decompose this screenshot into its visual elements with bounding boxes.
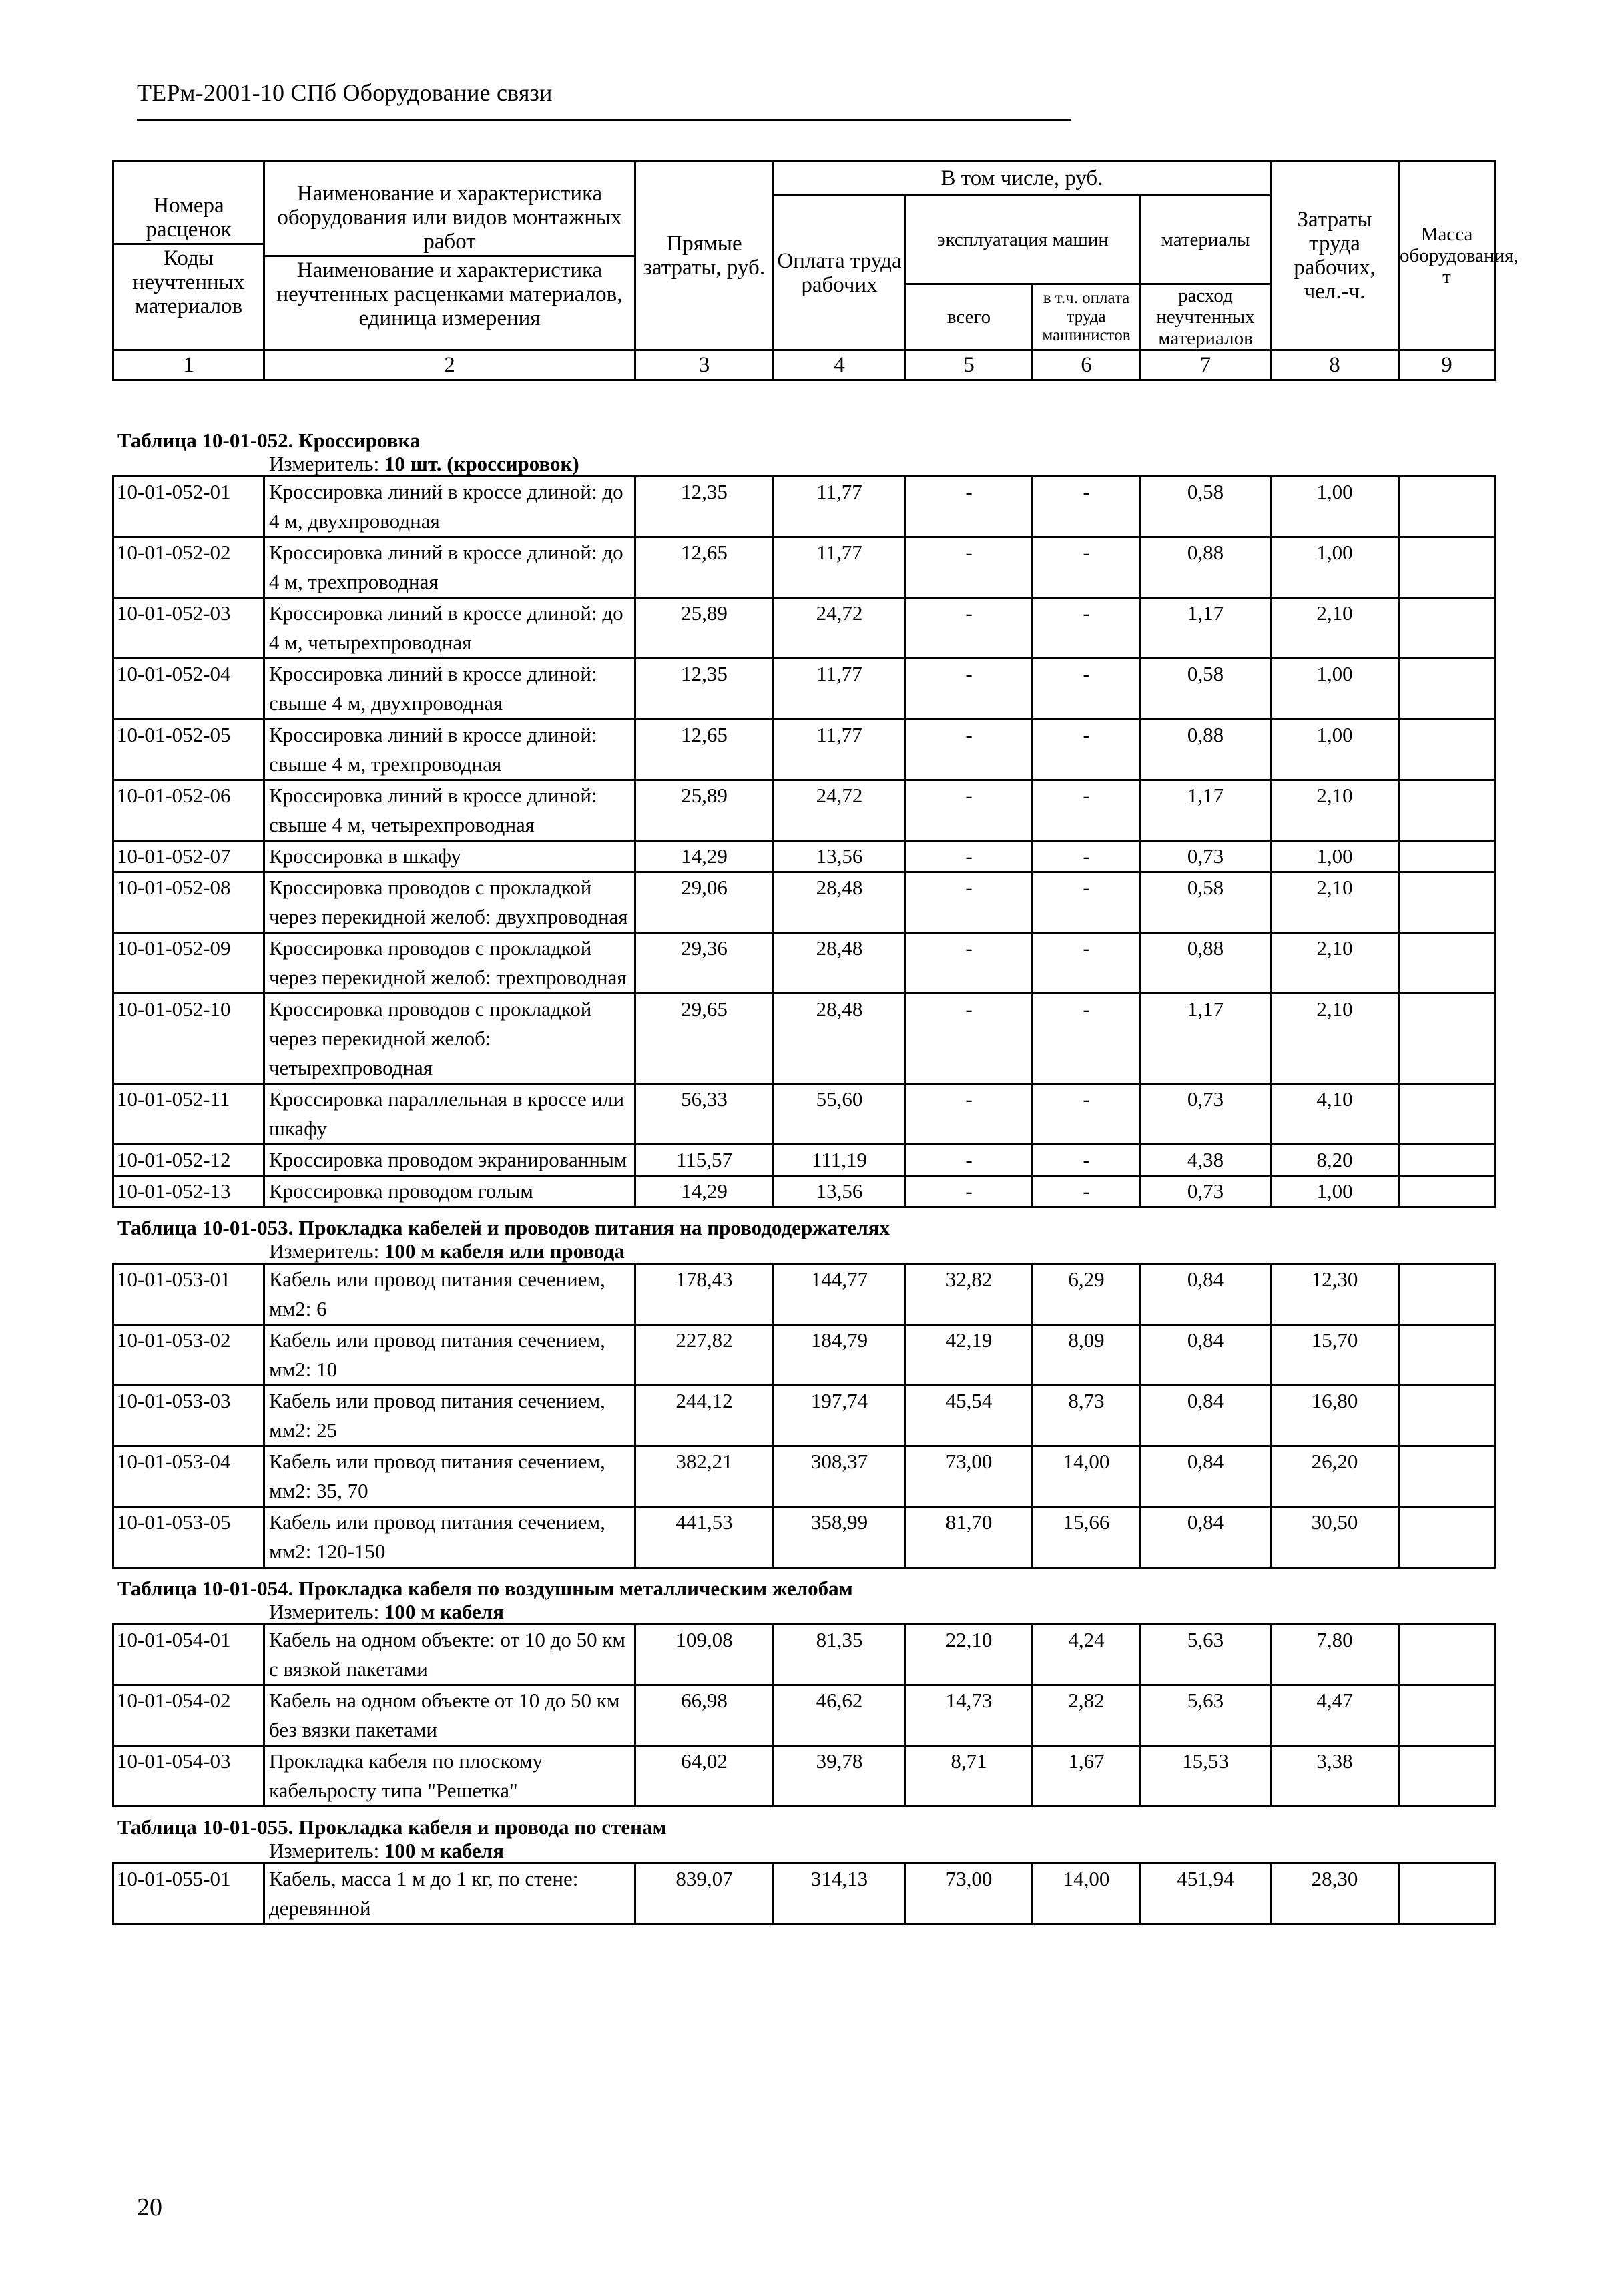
value-cell: 45,54 bbox=[906, 1386, 1033, 1446]
value-cell: 24,72 bbox=[774, 598, 906, 659]
value-cell: 8,09 bbox=[1033, 1325, 1141, 1386]
table-row bbox=[113, 1507, 1495, 1568]
table-row bbox=[113, 1386, 1495, 1446]
rate-code: 10-01-052-12 bbox=[113, 1145, 264, 1176]
table-row bbox=[113, 1685, 1495, 1746]
value-cell bbox=[1399, 994, 1495, 1084]
work-name: Кабель, масса 1 м до 1 кг, по стене: деревянной bbox=[264, 1864, 635, 1924]
section-unit bbox=[269, 1839, 1494, 1862]
unit-value: 100 м кабеля bbox=[384, 1600, 504, 1623]
table-row bbox=[113, 1264, 1495, 1325]
value-cell: 13,56 bbox=[774, 841, 906, 872]
work-name: Прокладка кабеля по плоскому кабельросту типа "Решетка" bbox=[264, 1746, 635, 1807]
value-cell bbox=[1399, 1386, 1495, 1446]
rate-code: 10-01-052-03 bbox=[113, 598, 264, 659]
table-row bbox=[113, 1746, 1495, 1807]
value-cell: 1,67 bbox=[1033, 1746, 1141, 1807]
value-cell bbox=[1399, 1325, 1495, 1386]
value-cell: - bbox=[906, 933, 1033, 994]
value-cell: - bbox=[1033, 477, 1141, 537]
value-cell: 244,12 bbox=[635, 1386, 774, 1446]
value-cell: 0,58 bbox=[1141, 872, 1271, 933]
value-cell: 1,00 bbox=[1271, 720, 1399, 780]
header-col6: в т.ч. оплата труда машинистов bbox=[1033, 284, 1141, 350]
work-name: Кроссировка линий в кроссе длиной: до 4 м, двухпроводная bbox=[264, 477, 635, 537]
value-cell: 25,89 bbox=[635, 598, 774, 659]
header-machines: эксплуатация машин bbox=[906, 196, 1141, 284]
value-cell: 26,20 bbox=[1271, 1446, 1399, 1507]
value-cell: 0,73 bbox=[1141, 1176, 1271, 1207]
value-cell: 11,77 bbox=[774, 659, 906, 720]
table-row bbox=[113, 933, 1495, 994]
value-cell bbox=[1399, 1746, 1495, 1807]
rate-code: 10-01-054-01 bbox=[113, 1625, 264, 1685]
value-cell: 28,48 bbox=[774, 933, 906, 994]
value-cell bbox=[1399, 1625, 1495, 1685]
column-number-7: 7 bbox=[1141, 350, 1271, 380]
value-cell bbox=[1399, 477, 1495, 537]
rate-code: 10-01-053-02 bbox=[113, 1325, 264, 1386]
header-col2-bottom: Наименование и характеристика неучтенных расценками материалов, единица измерения bbox=[264, 255, 635, 330]
value-cell: 12,65 bbox=[635, 537, 774, 598]
table-row bbox=[113, 477, 1495, 537]
value-cell: 5,63 bbox=[1141, 1685, 1271, 1746]
table-row bbox=[113, 780, 1495, 841]
value-cell bbox=[1399, 659, 1495, 720]
table-row bbox=[113, 1864, 1495, 1924]
value-cell: 1,17 bbox=[1141, 598, 1271, 659]
value-cell: 29,36 bbox=[635, 933, 774, 994]
section-title: Таблица 10-01-052. Кроссировка bbox=[117, 429, 421, 452]
value-cell: 4,10 bbox=[1271, 1084, 1399, 1145]
value-cell: 109,08 bbox=[635, 1625, 774, 1685]
value-cell: 11,77 bbox=[774, 477, 906, 537]
value-cell: - bbox=[906, 872, 1033, 933]
section-unit bbox=[269, 453, 1494, 475]
section-title: Таблица 10-01-053. Прокладка кабелей и проводов питания на провододержателях bbox=[117, 1216, 890, 1239]
rate-code: 10-01-052-02 bbox=[113, 537, 264, 598]
column-number-9: 9 bbox=[1399, 350, 1495, 380]
value-cell: 4,38 bbox=[1141, 1145, 1271, 1176]
value-cell: 1,00 bbox=[1271, 659, 1399, 720]
section-title: Таблица 10-01-054. Прокладка кабеля по воздушным металлическим желобам bbox=[117, 1577, 853, 1600]
value-cell bbox=[1399, 841, 1495, 872]
value-cell bbox=[1399, 933, 1495, 994]
value-cell: 6,29 bbox=[1033, 1264, 1141, 1325]
value-cell: 13,56 bbox=[774, 1176, 906, 1207]
value-cell: 1,17 bbox=[1141, 994, 1271, 1084]
value-cell: 12,35 bbox=[635, 659, 774, 720]
rate-code: 10-01-052-07 bbox=[113, 841, 264, 872]
value-cell bbox=[1399, 537, 1495, 598]
value-cell: 42,19 bbox=[906, 1325, 1033, 1386]
value-cell: 14,00 bbox=[1033, 1864, 1141, 1924]
value-cell: - bbox=[906, 1084, 1033, 1145]
value-cell: - bbox=[906, 537, 1033, 598]
column-number-3: 3 bbox=[635, 350, 774, 380]
table-row bbox=[113, 659, 1495, 720]
value-cell: 4,24 bbox=[1033, 1625, 1141, 1685]
value-cell: - bbox=[1033, 720, 1141, 780]
value-cell: 2,82 bbox=[1033, 1685, 1141, 1746]
value-cell: 15,66 bbox=[1033, 1507, 1141, 1568]
work-name: Кроссировка параллельная в кроссе или шкафу bbox=[264, 1084, 635, 1145]
section-unit bbox=[269, 1601, 1494, 1623]
value-cell: - bbox=[1033, 780, 1141, 841]
value-cell: 64,02 bbox=[635, 1746, 774, 1807]
table-row bbox=[113, 1145, 1495, 1176]
value-cell: 81,70 bbox=[906, 1507, 1033, 1568]
value-cell: - bbox=[1033, 933, 1141, 994]
value-cell: - bbox=[1033, 598, 1141, 659]
value-cell: 0,88 bbox=[1141, 933, 1271, 994]
value-cell: 0,73 bbox=[1141, 841, 1271, 872]
table-row bbox=[113, 1625, 1495, 1685]
work-name: Кабель на одном объекте от 10 до 50 км без вязки пакетами bbox=[264, 1685, 635, 1746]
rate-code: 10-01-053-03 bbox=[113, 1386, 264, 1446]
section-table bbox=[112, 1623, 1496, 1807]
table-row bbox=[113, 598, 1495, 659]
value-cell: 3,38 bbox=[1271, 1746, 1399, 1807]
unit-value: 100 м кабеля bbox=[384, 1839, 504, 1862]
value-cell: 2,10 bbox=[1271, 598, 1399, 659]
value-cell bbox=[1399, 780, 1495, 841]
section-title: Таблица 10-01-055. Прокладка кабеля и провода по стенам bbox=[117, 1815, 667, 1839]
work-name: Кроссировка проводов с прокладкой через перекидной желоб: трехпроводная bbox=[264, 933, 635, 994]
value-cell: 12,30 bbox=[1271, 1264, 1399, 1325]
rate-tables bbox=[112, 415, 1494, 1925]
value-cell: 2,10 bbox=[1271, 933, 1399, 994]
value-cell: - bbox=[906, 598, 1033, 659]
header-col8: Затраты труда рабочих, чел.-ч. bbox=[1271, 162, 1399, 350]
value-cell: - bbox=[1033, 1176, 1141, 1207]
table-row bbox=[113, 1084, 1495, 1145]
rate-code: 10-01-052-04 bbox=[113, 659, 264, 720]
work-name: Кроссировка проводом экранированным bbox=[264, 1145, 635, 1176]
column-number-5: 5 bbox=[906, 350, 1033, 380]
value-cell: 382,21 bbox=[635, 1446, 774, 1507]
value-cell: - bbox=[906, 720, 1033, 780]
value-cell: 1,00 bbox=[1271, 537, 1399, 598]
value-cell: 29,65 bbox=[635, 994, 774, 1084]
value-cell: - bbox=[906, 659, 1033, 720]
value-cell: 227,82 bbox=[635, 1325, 774, 1386]
table-row bbox=[113, 841, 1495, 872]
table-row bbox=[113, 872, 1495, 933]
work-name: Кроссировка проводом голым bbox=[264, 1176, 635, 1207]
value-cell: 0,84 bbox=[1141, 1325, 1271, 1386]
rate-code: 10-01-052-06 bbox=[113, 780, 264, 841]
unit-label: Измеритель: bbox=[269, 1839, 380, 1862]
value-cell: 73,00 bbox=[906, 1864, 1033, 1924]
value-cell bbox=[1399, 1507, 1495, 1568]
header-col3: Прямые затраты, руб. bbox=[635, 162, 774, 350]
value-cell bbox=[1399, 1446, 1495, 1507]
unit-value: 10 шт. (кроссировок) bbox=[384, 452, 579, 475]
value-cell: 24,72 bbox=[774, 780, 906, 841]
value-cell: 314,13 bbox=[774, 1864, 906, 1924]
value-cell: - bbox=[1033, 872, 1141, 933]
column-number-4: 4 bbox=[774, 350, 906, 380]
column-number-2: 2 bbox=[264, 350, 635, 380]
header-col1 bbox=[113, 162, 264, 350]
value-cell: 0,73 bbox=[1141, 1084, 1271, 1145]
column-header-table bbox=[112, 160, 1519, 381]
value-cell: - bbox=[906, 780, 1033, 841]
value-cell: - bbox=[1033, 994, 1141, 1084]
rate-code: 10-01-054-03 bbox=[113, 1746, 264, 1807]
section-table bbox=[112, 475, 1496, 1208]
value-cell: 0,58 bbox=[1141, 659, 1271, 720]
value-cell: - bbox=[1033, 1145, 1141, 1176]
value-cell: 7,80 bbox=[1271, 1625, 1399, 1685]
work-name: Кроссировка линий в кроссе длиной: до 4 м, четырехпроводная bbox=[264, 598, 635, 659]
value-cell: - bbox=[906, 1145, 1033, 1176]
rate-code: 10-01-053-01 bbox=[113, 1264, 264, 1325]
value-cell: 0,84 bbox=[1141, 1446, 1271, 1507]
value-cell: 39,78 bbox=[774, 1746, 906, 1807]
value-cell: 25,89 bbox=[635, 780, 774, 841]
table-row bbox=[113, 994, 1495, 1084]
value-cell bbox=[1399, 872, 1495, 933]
unit-label: Измеритель: bbox=[269, 1600, 380, 1623]
value-cell: 0,84 bbox=[1141, 1264, 1271, 1325]
table-row bbox=[113, 537, 1495, 598]
rate-code: 10-01-055-01 bbox=[113, 1864, 264, 1924]
column-number-1: 1 bbox=[113, 350, 264, 380]
work-name: Кроссировка линий в кроссе длиной: до 4 м, трехпроводная bbox=[264, 537, 635, 598]
unit-label: Измеритель: bbox=[269, 1239, 380, 1263]
header-col2 bbox=[264, 162, 635, 350]
value-cell: - bbox=[906, 841, 1033, 872]
value-cell: 16,80 bbox=[1271, 1386, 1399, 1446]
work-name: Кроссировка линий в кроссе длиной: свыше 4 м, двухпроводная bbox=[264, 659, 635, 720]
value-cell: 66,98 bbox=[635, 1685, 774, 1746]
value-cell: 12,35 bbox=[635, 477, 774, 537]
work-name: Кроссировка проводов с прокладкой через перекидной желоб: четырехпроводная bbox=[264, 994, 635, 1084]
value-cell: 839,07 bbox=[635, 1864, 774, 1924]
value-cell: 1,00 bbox=[1271, 477, 1399, 537]
value-cell: 308,37 bbox=[774, 1446, 906, 1507]
work-name: Кроссировка линий в кроссе длиной: свыше 4 м, четырехпроводная bbox=[264, 780, 635, 841]
value-cell bbox=[1399, 720, 1495, 780]
value-cell: 197,74 bbox=[774, 1386, 906, 1446]
header-col9: Масса оборудования, т bbox=[1399, 162, 1495, 350]
value-cell bbox=[1399, 1176, 1495, 1207]
work-name: Кабель или провод питания сечением, мм2: 6 bbox=[264, 1264, 635, 1325]
value-cell: 14,73 bbox=[906, 1685, 1033, 1746]
work-name: Кроссировка проводов с прокладкой через перекидной желоб: двухпроводная bbox=[264, 872, 635, 933]
section-table bbox=[112, 1263, 1496, 1569]
value-cell: 2,10 bbox=[1271, 994, 1399, 1084]
value-cell: 29,06 bbox=[635, 872, 774, 933]
header-group: В том числе, руб. bbox=[774, 162, 1271, 196]
value-cell: 28,48 bbox=[774, 872, 906, 933]
unit-label: Измеритель: bbox=[269, 452, 380, 475]
value-cell: 0,88 bbox=[1141, 537, 1271, 598]
value-cell: - bbox=[906, 1176, 1033, 1207]
header-rule bbox=[137, 119, 1071, 121]
table-row bbox=[113, 720, 1495, 780]
value-cell: 22,10 bbox=[906, 1625, 1033, 1685]
rate-code: 10-01-052-09 bbox=[113, 933, 264, 994]
value-cell: 5,63 bbox=[1141, 1625, 1271, 1685]
work-name: Кроссировка в шкафу bbox=[264, 841, 635, 872]
work-name: Кроссировка линий в кроссе длиной: свыше 4 м, трехпроводная bbox=[264, 720, 635, 780]
value-cell bbox=[1399, 598, 1495, 659]
value-cell: 15,53 bbox=[1141, 1746, 1271, 1807]
value-cell: 73,00 bbox=[906, 1446, 1033, 1507]
rate-code: 10-01-052-13 bbox=[113, 1176, 264, 1207]
value-cell: 2,10 bbox=[1271, 872, 1399, 933]
page-header: ТЕРм-2001-10 СПб Оборудование связи bbox=[137, 79, 553, 106]
value-cell: 8,73 bbox=[1033, 1386, 1141, 1446]
value-cell: 30,50 bbox=[1271, 1507, 1399, 1568]
header-col1-top: Номера расценок bbox=[146, 193, 232, 242]
work-name: Кабель или провод питания сечением, мм2: 35, 70 bbox=[264, 1446, 635, 1507]
value-cell: - bbox=[1033, 841, 1141, 872]
work-name: Кабель или провод питания сечением, мм2: 10 bbox=[264, 1325, 635, 1386]
column-number-6: 6 bbox=[1033, 350, 1141, 380]
value-cell: 441,53 bbox=[635, 1507, 774, 1568]
value-cell bbox=[1399, 1685, 1495, 1746]
value-cell: 28,48 bbox=[774, 994, 906, 1084]
table-row bbox=[113, 1446, 1495, 1507]
value-cell: 12,65 bbox=[635, 720, 774, 780]
value-cell: 14,29 bbox=[635, 1176, 774, 1207]
value-cell: 46,62 bbox=[774, 1685, 906, 1746]
header-col5: всего bbox=[906, 284, 1033, 350]
section-unit bbox=[269, 1240, 1494, 1263]
value-cell: 1,00 bbox=[1271, 1176, 1399, 1207]
value-cell: - bbox=[1033, 659, 1141, 720]
section-table bbox=[112, 1862, 1496, 1925]
header-col7: расход неучтенных материалов bbox=[1141, 284, 1271, 350]
rate-code: 10-01-052-05 bbox=[113, 720, 264, 780]
rate-code: 10-01-053-05 bbox=[113, 1507, 264, 1568]
header-col1-bottom: Коды неучтенных материалов bbox=[113, 243, 264, 318]
table-row bbox=[113, 1325, 1495, 1386]
value-cell bbox=[1399, 1084, 1495, 1145]
value-cell: 4,47 bbox=[1271, 1685, 1399, 1746]
value-cell bbox=[1399, 1264, 1495, 1325]
value-cell: 14,00 bbox=[1033, 1446, 1141, 1507]
header-col4: Оплата труда рабочих bbox=[774, 196, 906, 350]
value-cell: 81,35 bbox=[774, 1625, 906, 1685]
header-col2-top: Наименование и характеристика оборудования или видов монтажных работ bbox=[277, 181, 622, 254]
rate-code: 10-01-052-08 bbox=[113, 872, 264, 933]
work-name: Кабель или провод питания сечением, мм2: 25 bbox=[264, 1386, 635, 1446]
rate-code: 10-01-054-02 bbox=[113, 1685, 264, 1746]
value-cell: 8,20 bbox=[1271, 1145, 1399, 1176]
value-cell: 184,79 bbox=[774, 1325, 906, 1386]
value-cell: 8,71 bbox=[906, 1746, 1033, 1807]
value-cell: 15,70 bbox=[1271, 1325, 1399, 1386]
value-cell: 14,29 bbox=[635, 841, 774, 872]
value-cell: 111,19 bbox=[774, 1145, 906, 1176]
table-row bbox=[113, 1176, 1495, 1207]
value-cell: 2,10 bbox=[1271, 780, 1399, 841]
value-cell: 115,57 bbox=[635, 1145, 774, 1176]
value-cell: 0,58 bbox=[1141, 477, 1271, 537]
value-cell: 32,82 bbox=[906, 1264, 1033, 1325]
value-cell: 144,77 bbox=[774, 1264, 906, 1325]
column-number-8: 8 bbox=[1271, 350, 1399, 380]
value-cell: 11,77 bbox=[774, 720, 906, 780]
value-cell: 0,88 bbox=[1141, 720, 1271, 780]
unit-value: 100 м кабеля или провода bbox=[384, 1239, 625, 1263]
value-cell: 11,77 bbox=[774, 537, 906, 598]
value-cell bbox=[1399, 1145, 1495, 1176]
value-cell: - bbox=[906, 477, 1033, 537]
value-cell: 0,84 bbox=[1141, 1507, 1271, 1568]
value-cell: 358,99 bbox=[774, 1507, 906, 1568]
page-number: 20 bbox=[137, 2193, 162, 2221]
value-cell: 178,43 bbox=[635, 1264, 774, 1325]
rate-code: 10-01-053-04 bbox=[113, 1446, 264, 1507]
value-cell: 1,17 bbox=[1141, 780, 1271, 841]
value-cell: 28,30 bbox=[1271, 1864, 1399, 1924]
value-cell: 56,33 bbox=[635, 1084, 774, 1145]
rate-code: 10-01-052-10 bbox=[113, 994, 264, 1084]
value-cell: 451,94 bbox=[1141, 1864, 1271, 1924]
value-cell: - bbox=[1033, 537, 1141, 598]
value-cell: 55,60 bbox=[774, 1084, 906, 1145]
header-materials: материалы bbox=[1141, 196, 1271, 284]
value-cell: 1,00 bbox=[1271, 841, 1399, 872]
work-name: Кабель или провод питания сечением, мм2: 120-150 bbox=[264, 1507, 635, 1568]
value-cell: - bbox=[1033, 1084, 1141, 1145]
rate-code: 10-01-052-01 bbox=[113, 477, 264, 537]
rate-code: 10-01-052-11 bbox=[113, 1084, 264, 1145]
value-cell: - bbox=[906, 994, 1033, 1084]
value-cell bbox=[1399, 1864, 1495, 1924]
value-cell: 0,84 bbox=[1141, 1386, 1271, 1446]
work-name: Кабель на одном объекте: от 10 до 50 км с вязкой пакетами bbox=[264, 1625, 635, 1685]
